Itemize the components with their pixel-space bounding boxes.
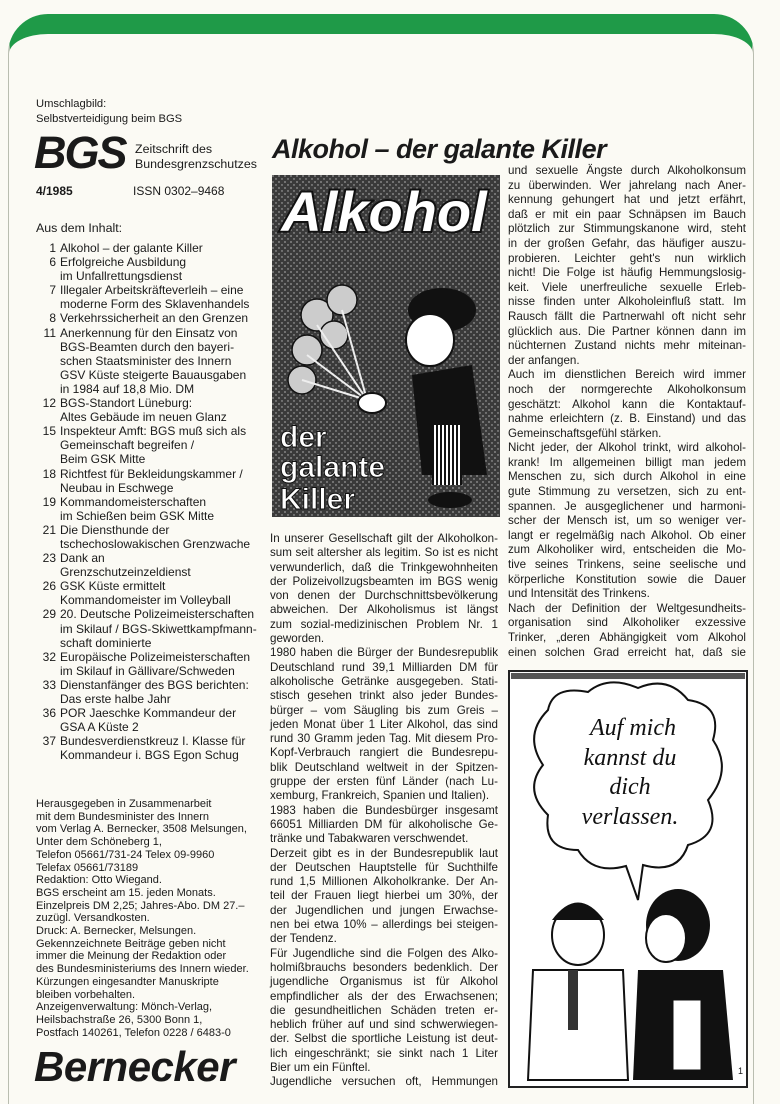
article-line: lich eingeschränkt; sie sinkt nach 1 Liter xyxy=(270,1046,498,1060)
toc-item xyxy=(36,495,268,523)
article-line: jugendliche Organismus ist für Alkohol xyxy=(270,975,498,989)
article-line: rund 30 Gramm jeden Tag. Mit diesem Pro- xyxy=(270,732,498,746)
toc-item-title xyxy=(60,396,227,424)
article-title: Alkohol – der galante Killer xyxy=(272,134,607,164)
speech-line-1: Auf mich xyxy=(590,715,676,741)
toc-page-number: 15 xyxy=(42,424,56,439)
article-line: von denen der Durchschnittsbevölkerung xyxy=(270,589,498,603)
article-line: der Jugendlichen und jungen Erwachse- xyxy=(270,903,498,917)
cartoon-illustration xyxy=(508,670,748,1088)
toc-page-number: 26 xyxy=(42,579,56,594)
toc-item-line: POR Jaeschke Kommandeur der xyxy=(60,706,237,721)
toc-page-number: 6 xyxy=(49,255,56,270)
article-line: Kopf-Verbrauch rangiert die Bundesrepu- xyxy=(270,746,498,760)
article-line: teil der Frauen liegt hierbei um 30%, der xyxy=(270,889,498,903)
article-line: daß er mit ein paar Schnäpsen im Bauch xyxy=(508,207,746,221)
article-line: blik Deutschland weltweit in der Spitzen- xyxy=(270,760,498,774)
imprint-line: vom Verlag A. Bernecker, 3508 Melsungen, xyxy=(36,823,247,836)
article-line: körperliche Konstitution sowie die Dauer xyxy=(508,572,746,586)
article-line: plötzlich zur Stimmungskanone wird, steht xyxy=(508,222,746,236)
toc-page-number: 33 xyxy=(42,677,56,692)
toc-page-number: 36 xyxy=(42,706,56,721)
bernecker-logo: Bernecker xyxy=(34,1043,235,1090)
imprint-line: Unter dem Schöneberg 1, xyxy=(36,836,162,849)
article-line: die gesundheitlichen Schäden treten er- xyxy=(270,1003,498,1017)
toc-item-line: tschechoslowakischen Grenzwache xyxy=(60,536,251,551)
article-line: Rausch fällt die Partnerwahl oft nicht sehr xyxy=(508,309,746,323)
article-line: spannen. Je ausgeglichener und harmoni- xyxy=(508,499,746,513)
imprint-line: des Bundesministeriums des Innern wieder. xyxy=(36,963,249,976)
toc-item-title xyxy=(60,650,250,678)
imprint-line: Anzeigenverwaltung: Mönch-Verlag, xyxy=(36,1001,213,1014)
imprint-line: mit dem Bundesminister des Innern xyxy=(36,810,210,823)
imprint-line: Heilsbachstraße 26, 5300 Bonn 1, xyxy=(36,1013,203,1026)
article-line: geschätzt: Alkohol kann die Kontaktauf- xyxy=(508,397,746,411)
toc-item-line: BGS-Standort Lüneburg: xyxy=(60,396,193,411)
article-line: empfindlicher als der des Erwachsenen; xyxy=(270,989,498,1003)
imprint-line: Druck: A. Bernecker, Melsungen. xyxy=(36,925,197,938)
toc-page-number: 7 xyxy=(49,283,56,298)
poster-tagline-3: Killer xyxy=(280,483,356,516)
toc-item-line: moderne Form des Sklavenhandels xyxy=(60,297,250,312)
article-line: gruppe der ersten fünf Länder (nach Lu- xyxy=(270,775,498,789)
toc-item-line: Altes Gebäude im neuen Glanz xyxy=(60,410,227,425)
toc-item xyxy=(36,678,268,706)
toc-item-title xyxy=(60,678,249,706)
toc-page-number: 11 xyxy=(43,325,56,340)
article-line: rund 1,5 Millionen Alkoholkranke. Der An- xyxy=(270,875,498,889)
toc-item-line: Kommandomeister im Volleyball xyxy=(60,593,231,608)
article-line: xemburg, Frankreich, Spanien und Italien). xyxy=(270,789,490,803)
article-line: Menschen zu, sich durch Alkohol in eine xyxy=(508,470,746,484)
imprint-line: Herausgegeben in Zusammenarbeit xyxy=(36,798,212,810)
article-line: der Deutschen Hauptstelle für Suchthilfe xyxy=(270,860,498,874)
cover-text: Selbstverteidigung beim BGS xyxy=(36,113,183,125)
issue-number: 4/1985 xyxy=(36,184,73,198)
toc-item-line: Gemeinschaft begreifen / xyxy=(60,438,195,453)
toc-item-line: Bundesverdienstkreuz I. Klasse für xyxy=(60,734,246,749)
toc-item xyxy=(36,579,268,607)
article-line: der. Selbst die sportliche Leistung ist deut- xyxy=(270,1032,498,1046)
toc-item-line: Richtfest für Bekleidungskammer / xyxy=(60,466,243,481)
toc-item xyxy=(36,396,268,424)
toc-item-line: GSA A Küste 2 xyxy=(60,720,139,735)
article-line: krank! Im allgemeinen billigt man jedem xyxy=(508,455,746,469)
toc-item-line: Erfolgreiche Ausbildung xyxy=(60,255,187,270)
article-line: organisation sind Alkoholiker exzessive xyxy=(508,616,746,630)
toc-item-title xyxy=(60,607,257,649)
toc-item-line: BGS-Beamten durch den bayeri- xyxy=(60,339,235,354)
article-line: tive seines Trinkens, seine seelische und xyxy=(508,558,746,572)
article-paragraph xyxy=(270,804,498,847)
article-line: nisse finden unter Alkoholeinfluß statt. Im xyxy=(508,295,746,309)
article-line: kennung gehungert hat und jetzt erfährt, xyxy=(508,193,746,207)
article-line: in der großen Gefahr, das häufiger auszu- xyxy=(508,236,746,250)
article-paragraph xyxy=(508,602,746,660)
toc-page-number: 37 xyxy=(42,734,56,749)
article-line: noch der normgerechte Alkoholkonsum xyxy=(508,382,746,396)
article-line: keit. Viele unerfreuliche sexuelle Erleb- xyxy=(508,280,746,294)
article-line: Auch im dienstlichen Bereich wird immer xyxy=(508,368,746,382)
imprint-line: Telefon 05661/731-24 Telex 09-9960 xyxy=(36,848,215,861)
toc-item xyxy=(36,607,268,649)
toc-item-line: Dienstanfänger des BGS berichten: xyxy=(60,677,249,692)
article-line: Bier um ein Fünftel. xyxy=(270,1060,371,1074)
imprint-line: Telefax 05661/73189 xyxy=(36,861,139,874)
article-line: heblich früher auf und sind schwerwiegen- xyxy=(270,1018,498,1032)
article-line: gute Stimmung zu versetzen, sich zu ent- xyxy=(508,485,746,499)
toc-item-title xyxy=(60,255,186,283)
imprint-line: bleiben vorbehalten. xyxy=(36,988,136,1001)
toc-item xyxy=(36,326,268,396)
toc-item xyxy=(36,283,268,311)
toc-item-line: Das erste halbe Jahr xyxy=(60,692,171,706)
toc-item-line: im Skilauf / BGS-Skiwettkampfmann- xyxy=(60,621,257,636)
article-line: glücklich aus. Die Partner können dann im xyxy=(508,324,746,338)
toc-item-line: Beim GSK Mitte xyxy=(60,452,146,467)
article-line: der Polizeivollzugsbeamten im BGS wenig xyxy=(270,574,498,588)
imprint-line: Redaktion: Otto Wiegand. xyxy=(36,874,162,887)
toc-item xyxy=(36,311,268,325)
toc-item-line: im Schießen beim GSK Mitte xyxy=(60,508,215,523)
toc-item-title xyxy=(60,706,236,734)
toc-heading: Aus dem Inhalt: xyxy=(36,221,123,235)
article-line: langt er regelmäßig nach Alkohol. Ob einer xyxy=(508,528,746,542)
article-line: holmißbrauchs besonders bedenklich. Der xyxy=(270,960,498,974)
bgs-logo: BGS xyxy=(34,127,126,178)
toc-item-line: Alkohol – der galante Killer xyxy=(60,241,203,255)
toc-item-line: im Unfallrettungsdienst xyxy=(60,269,183,284)
alkohol-poster-illustration xyxy=(272,175,500,517)
article-line: Trinker, „deren Abhängigkeit vom Alkohol xyxy=(508,631,746,644)
imprint-line: Kürzungen eingesandter Manuskripte xyxy=(36,975,219,988)
article-line: nahme erleichtern (z. B. Einstand) und das xyxy=(508,412,746,426)
imprint xyxy=(36,798,249,1039)
article-paragraph xyxy=(270,532,498,646)
cover-label: Umschlagbild: xyxy=(36,98,107,110)
article-paragraph xyxy=(508,164,746,368)
toc-page-number: 12 xyxy=(42,396,56,411)
article-line: alkoholische Getränke ausgegeben. Stati- xyxy=(270,674,498,688)
article-line: 1983 haben die Bundesbürger insgesamt xyxy=(270,803,498,817)
toc-page-number: 19 xyxy=(42,494,56,509)
toc-item xyxy=(36,467,268,495)
imprint-line: Gekennzeichnete Beiträge geben nicht xyxy=(36,937,226,950)
imprint-line: zuzügl. Versandkosten. xyxy=(36,912,150,925)
article-line: 66051 Milliarden DM für alkoholische Ge- xyxy=(270,817,498,831)
article-column-2 xyxy=(270,532,498,1090)
toc-item-line: Grenzschutzeinzeldienst xyxy=(60,565,191,580)
article-line: nüchternen Zustand nichts mehr miteinan- xyxy=(508,339,746,353)
article-line: Für Jugendliche sind die Folgen des Alko- xyxy=(270,946,498,960)
imprint-line: Postfach 140261, Telefon 0228 / 6483-0 xyxy=(36,1026,231,1039)
toc-item-title xyxy=(60,734,245,762)
toc-item-line: schaft dominierte xyxy=(60,635,152,650)
masthead-subtitle xyxy=(135,142,257,171)
toc-item-title xyxy=(60,241,203,255)
speech-line-4: verlassen. xyxy=(581,804,679,830)
article-line: In unserer Gesellschaft gilt der Alkoholkon- xyxy=(270,532,498,545)
table-of-contents xyxy=(36,241,268,762)
toc-item-line: 20. Deutsche Polizeimeisterschaften xyxy=(60,607,255,622)
toc-item-line: Verkehrssicherheit an den Grenzen xyxy=(60,311,249,326)
article-paragraph xyxy=(508,368,746,441)
article-paragraph xyxy=(270,847,498,947)
toc-item-line: Inspekteur Amft: BGS muß sich als xyxy=(60,424,247,439)
article-line: Nach der Definition der Weltgesundheits- xyxy=(508,601,746,615)
poster-headline: Alkohol xyxy=(281,180,487,243)
article-line: bürger – vom Säugling bis zum Greis – xyxy=(270,703,498,717)
toc-item-title xyxy=(60,551,191,579)
article-line: stisch gesehen trinkt also jeder Bundes- xyxy=(270,689,498,703)
article-line: Nicht jeder, der Alkohol trinkt, wird alkohol- xyxy=(508,441,746,455)
article-line: der Tendenz. xyxy=(270,932,337,946)
article-paragraph xyxy=(270,646,498,803)
toc-item-line: im Skilauf in Gällivare/Schweden xyxy=(60,663,235,678)
issn: ISSN 0302–9468 xyxy=(133,184,225,198)
toc-item-line: Illegaler Arbeitskräfteverleih – eine xyxy=(60,283,244,298)
article-line: geworden. xyxy=(270,632,325,646)
cover-caption xyxy=(36,97,182,127)
toc-item-title xyxy=(60,424,246,466)
article-line: und Intensität des Trinkens. xyxy=(508,587,650,601)
article-line: Jugendliche versuchen oft, Hemmungen xyxy=(270,1075,498,1089)
toc-item xyxy=(36,650,268,678)
article-line: tränke und Tabakwaren verschwendet. xyxy=(270,832,469,846)
article-line: nen bei etwa 10% – allerdings bei steigen- xyxy=(270,918,498,932)
article-line: zu überwinden. Wer jahrelang nach Aner- xyxy=(508,178,746,192)
toc-page-number: 21 xyxy=(42,522,56,537)
article-line: der anfangen. xyxy=(508,353,580,367)
article-line: abweichen. Der Alkoholismus ist längst xyxy=(270,603,498,617)
toc-item-line: Neubau in Eschwege xyxy=(60,480,174,495)
masthead-subtitle-2: Bundesgrenzschutzes xyxy=(135,156,257,171)
speech-line-3: dich xyxy=(609,774,651,800)
imprint-line: BGS erscheint am 15. jeden Monats. xyxy=(36,886,216,899)
toc-item-title xyxy=(60,283,249,311)
article-line: Gemeinschaftsgefühl stärken. xyxy=(508,426,662,440)
article-line: verwunderlich, daß die Trinkgewohnheiten xyxy=(270,560,498,574)
article-line: zum sozial-medizinischen Problem Nr. 1 xyxy=(270,617,498,631)
article-line: probieren. Leichter geht's nun wirklich xyxy=(508,251,746,265)
toc-page-number: 23 xyxy=(42,551,56,566)
toc-item xyxy=(36,255,268,283)
toc-item xyxy=(36,551,268,579)
toc-item xyxy=(36,523,268,551)
article-line: scher der Mensch ist, um so weniger ver- xyxy=(508,514,746,528)
toc-item-line: Europäische Polizeimeisterschaften xyxy=(60,649,251,664)
article-line: 1980 haben die Bürger der Bundesrepublik xyxy=(270,646,498,660)
poster-tagline-2: galante xyxy=(280,451,386,484)
article-line: Derzeit gibt es in der Bundesrepublik laut xyxy=(270,846,498,860)
speech-line-2: kannst du xyxy=(583,745,677,771)
poster-tagline-1: der xyxy=(280,421,327,454)
toc-item xyxy=(36,424,268,466)
toc-item-line: schen Staatsminister des Innern xyxy=(60,353,232,368)
article-paragraph xyxy=(270,1075,498,1089)
imprint-line: Einzelpreis DM 2,25; Jahres-Abo. DM 27.– xyxy=(36,899,245,912)
toc-item-line: Die Diensthunde der xyxy=(60,522,170,537)
masthead-subtitle-1: Zeitschrift des xyxy=(135,142,213,156)
article-paragraph xyxy=(508,441,746,602)
article-line: und sexuelle Ängste durch Alkoholkonsum xyxy=(508,164,746,177)
toc-item-line: Kommandomeisterschaften xyxy=(60,494,207,509)
article-column-3 xyxy=(508,164,746,660)
toc-item-line: in 1984 auf 18,8 Mio. DM xyxy=(60,381,195,396)
toc-item xyxy=(36,734,268,762)
article-line: einen solchen Grad erreicht hat, daß sie xyxy=(508,645,746,659)
toc-page-number: 32 xyxy=(42,649,56,664)
toc-item xyxy=(36,241,268,255)
toc-item-line: Anerkennung für den Einsatz von xyxy=(60,325,238,340)
toc-item-title xyxy=(60,523,250,551)
page-number: 1 xyxy=(738,1066,744,1076)
toc-item-line: GSV Küste steigerte Bauausgaben xyxy=(60,367,247,382)
article-line: jeden Monat über 1 Liter Alkohol, das sind xyxy=(270,717,498,731)
toc-item-line: Kommandeur i. BGS Egon Schug xyxy=(60,748,239,763)
toc-item-line: Dank an xyxy=(60,551,105,566)
toc-page-number: 18 xyxy=(42,466,56,481)
toc-item-title xyxy=(60,467,243,495)
article-line: zum Alkoholiker wird, entscheiden die Mo- xyxy=(508,543,746,557)
toc-item-title xyxy=(60,311,248,325)
toc-page-number: 8 xyxy=(49,311,56,326)
toc-page-number: 29 xyxy=(42,607,56,622)
toc-item-title xyxy=(60,495,214,523)
toc-item-title xyxy=(60,579,231,607)
article-paragraph xyxy=(270,947,498,1076)
article-line: Deutschland rund 39,1 Milliarden DM für xyxy=(270,660,498,674)
article-line: sum seit altersher als legitim. So ist es nicht xyxy=(270,546,498,560)
toc-item-title xyxy=(60,326,246,396)
imprint-line: immer die Meinung der Redaktion oder xyxy=(36,950,227,963)
article-line: nicht! Die Folge ist häufig Hemmungslosig- xyxy=(508,266,746,280)
toc-item xyxy=(36,706,268,734)
toc-page-number: 1 xyxy=(49,241,56,255)
toc-item-line: GSK Küste ermittelt xyxy=(60,579,166,594)
